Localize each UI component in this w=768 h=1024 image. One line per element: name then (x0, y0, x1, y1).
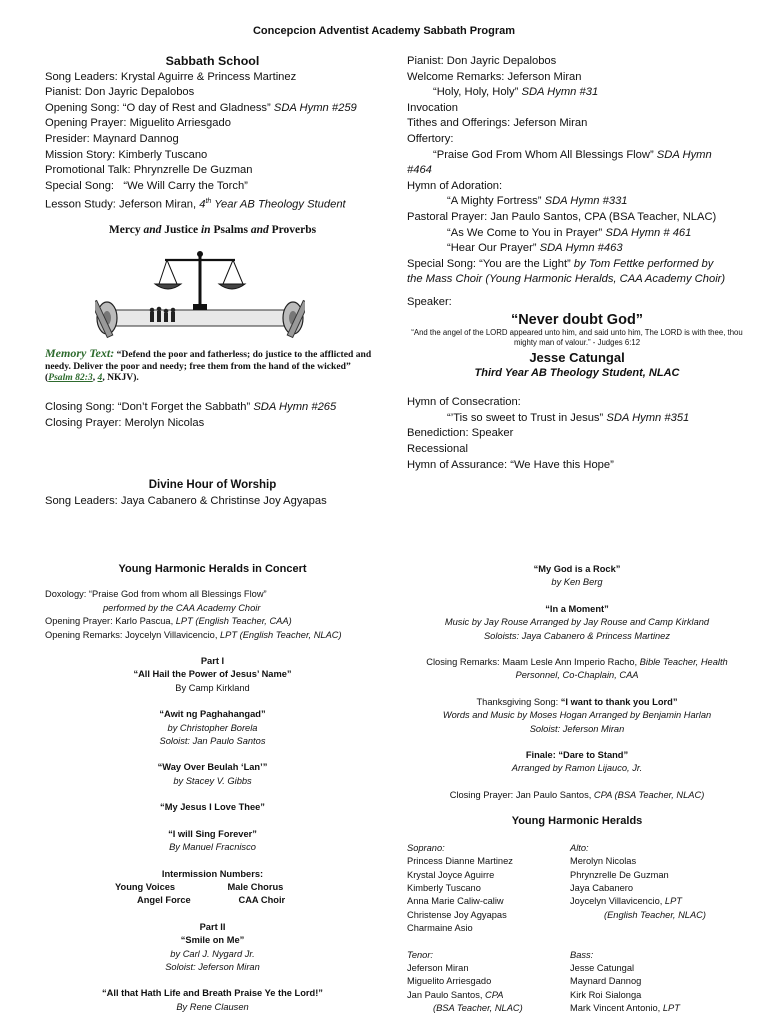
program-line: Hymn of Consecration: (407, 396, 521, 409)
member: Jaya Cabanero (570, 882, 634, 893)
song-title: “All that Hath Life and Breath Praise Ye the Lord!” (102, 988, 323, 999)
program-line: Mission Story: Kimberly Tuscano (45, 148, 208, 161)
song-credit: Music by Jay Rouse Arranged by Jay Rouse and Camp Kirkland (444, 617, 710, 628)
program-line: “Holy, Holy, Holy” SDA Hymn #31 (433, 86, 599, 99)
bass-list (570, 949, 733, 1016)
program-line: “Praise God From Whom All Blessings Flow” SDA Hymn (433, 148, 712, 161)
song-credit: By Manuel Fracnisco (169, 842, 256, 853)
divine-hour-heading: Divine Hour of Worship (148, 479, 277, 491)
concert-heading: Young Harmonic Heralds in Concert (118, 563, 307, 575)
program-line: Special Song: “We Will Carry the Torch” (45, 179, 248, 192)
program-line: Presider: Maynard Dannog (45, 132, 179, 145)
member: Kirk Roi Sialonga (570, 989, 642, 1000)
member: Joycelyn Villavicencio, LPT (570, 896, 682, 907)
program-line: Special Song: “You are the Light” by Tom Fettke performed by (407, 257, 714, 270)
concert-line: Opening Remarks: Joycelyn Villavicencio, LPT (English Teacher, NLAC) (45, 629, 342, 640)
voice-label: Soprano: (407, 842, 445, 853)
song-credit: by Christopher Borela (167, 722, 258, 733)
song-title: “Way Over Beulah ‘Lan’” (157, 762, 268, 773)
program-line: “As We Come to You in Prayer” SDA Hymn # 461 (447, 226, 692, 239)
program-title: Concepcion Adventist Academy Sabbath Program (252, 25, 516, 37)
program-line: Recessional (407, 443, 468, 456)
program-line: Opening Song: “O day of Rest and Gladness” SDA Hymn #259 (45, 101, 357, 114)
thanksgiving-song: Thanksgiving Song: “I want to thank you Lord” (476, 696, 678, 707)
closing-song: Closing Song: “Don’t Forget the Sabbath” SDA Hymn #265 (45, 401, 337, 413)
speaker-description: Third Year AB Theology Student, NLAC (474, 366, 680, 379)
speaker-name: Jesse Catungal (529, 350, 625, 366)
sabbath-school-heading: Sabbath School (165, 54, 260, 68)
song-soloist: Soloist: Jeferson Miran (165, 961, 260, 972)
song-title: “I will Sing Forever” (168, 828, 257, 839)
program-line: “’Tis so sweet to Trust in Jesus” SDA Hymn #351 (447, 411, 690, 424)
finale: Finale: “Dare to Stand” (525, 750, 629, 761)
song-credit: By Rene Clausen (176, 1001, 249, 1012)
sabbath-school-section (45, 54, 380, 214)
intermission-row: Angel Force CAA Choir (137, 895, 286, 906)
song-credit: Arranged by Ramon Lijauco, Jr. (511, 763, 643, 774)
concert-line: Opening Prayer: Karlo Pascua, LPT (English Teacher, CAA) (45, 616, 292, 627)
memory-text: Memory Text: “Defend the poor and fatherless; do justice to the afflicted and needy. Deliver the poor and needy; free them from the hand of the wicked” (Psalm 82:3, 4, NKJV). (45, 346, 372, 383)
program-line: Pastoral Prayer: Jan Paulo Santos, CPA (BSA Teacher, NLAC) (407, 210, 717, 223)
intermission-row: Young Voices Male Chorus (115, 881, 284, 892)
program-line: Offertory: (407, 132, 454, 145)
member: Charmaine Asio (407, 923, 473, 934)
program-line: Pianist: Don Jayric Depalobos (407, 55, 557, 67)
program-line: Invocation (407, 101, 458, 114)
closing-prayer: Closing Prayer: Jan Paulo Santos, CPA (BSA Teacher, NLAC) (449, 789, 705, 800)
roster-heading: Young Harmonic Heralds (511, 815, 643, 828)
scales-scroll-illustration (95, 248, 305, 343)
sermon-title: “Never doubt God” (510, 311, 644, 328)
divine-hour-section (45, 478, 380, 509)
tenor-list (407, 949, 570, 1016)
concert-line: Doxology: “Praise God from whom all Blessings Flow” (45, 589, 267, 600)
program-line: “Hear Our Prayer” SDA Hymn #463 (447, 242, 623, 255)
song-credit: by Stacey V. Gibbs (173, 775, 252, 786)
song-credit: by Ken Berg (551, 577, 603, 588)
program-line: Hymn of Assurance: “We Have this Hope” (407, 458, 614, 471)
program-line: the Mass Choir (Young Harmonic Heralds, CAA Academy Choir) (407, 273, 726, 286)
song-soloist: Soloists: Jaya Cabanero & Princess Martinez (483, 630, 671, 641)
speaker-label: Speaker: (407, 295, 452, 308)
member: Jesse Catungal (570, 962, 635, 973)
member: Phrynzrelle De Guzman (570, 869, 669, 880)
closing-prayer: Closing Prayer: Merolyn Nicolas (45, 416, 205, 429)
song-credit: By Camp Kirkland (175, 682, 250, 693)
song-title: “All Hail the Power of Jesus’ Name” (133, 669, 292, 680)
member: Miguelito Arriesgado (407, 976, 492, 987)
concert-section (45, 563, 380, 1014)
member: Mark Vincent Antonio, LPT (570, 1003, 680, 1014)
song-title: “Awit ng Paghahangad” (159, 709, 266, 720)
member: Krystal Joyce Aguirre (407, 869, 495, 880)
memory-label: Memory Text: (45, 346, 115, 360)
song-soloist: Soloist: Jan Paulo Santos (159, 736, 266, 747)
member-note: (BSA Teacher, NLAC) (433, 1003, 523, 1014)
scripture-link[interactable]: 4 (97, 372, 103, 383)
part-heading: Part I (200, 656, 225, 667)
concert-line: performed by the CAA Academy Choir (103, 602, 261, 613)
song-credit: by Carl J. Nygard Jr. (170, 948, 255, 959)
theme-heading: Mercy and Justice in Psalms and Proverbs (108, 224, 317, 236)
choir-roster-lower (407, 949, 747, 1016)
program-line: Pianist: Don Jayric Depalobos (45, 86, 195, 99)
part-heading: Part II (199, 921, 226, 932)
member: Maynard Dannog (570, 976, 642, 987)
soprano-list (407, 842, 570, 936)
song-title: “My God is a Rock” (533, 564, 621, 574)
program-line: Promotional Talk: Phrynzrelle De Guzman (45, 164, 253, 177)
program-line: Hymn of Adoration: (407, 179, 503, 192)
choir-roster (407, 842, 747, 936)
program-line: Benediction: Speaker (407, 427, 514, 440)
closing-remarks-cont: Personnel, Co-Chaplain, CAA (515, 670, 639, 681)
member-note: (English Teacher, NLAC) (604, 909, 706, 920)
worship-program (407, 54, 747, 473)
program-line: Song Leaders: Krystal Aguirre & Princess Martinez (45, 70, 297, 83)
song-title: “In a Moment” (545, 603, 609, 614)
concert-continued (407, 563, 747, 1016)
member: Kimberly Tuscano (407, 882, 481, 893)
closing-remarks: Closing Remarks: Maam Lesle Ann Imperio Racho, Bible Teacher, Health (426, 657, 728, 668)
member: Anna Marie Caliw-caliw (407, 896, 504, 907)
voice-label: Alto: (570, 842, 589, 853)
program-line: Lesson Study: Jeferson Miran, 4th Year AB Theology Student (45, 198, 346, 212)
song-soloist: Soloist: Jeferson Miran (529, 723, 625, 734)
scripture-link[interactable]: Psalm 82:3 (48, 372, 93, 383)
alto-list (570, 842, 733, 936)
member: Merolyn Nicolas (570, 856, 637, 867)
program-line: Welcome Remarks: Jeferson Miran (407, 70, 582, 83)
member: Jan Paulo Santos, CPA (407, 989, 504, 1000)
program-line: Tithes and Offerings: Jeferson Miran (407, 117, 588, 130)
song-title: “Smile on Me” (180, 935, 245, 946)
program-line: #464 (407, 164, 432, 177)
voice-label: Bass: (570, 949, 594, 960)
program-line: “A Mighty Fortress” SDA Hymn #331 (447, 195, 628, 208)
song-credit: Words and Music by Moses Hogan Arranged by Benjamin Harlan (442, 710, 712, 721)
voice-label: Tenor: (407, 949, 434, 960)
member: Jeferson Miran (407, 962, 469, 973)
member: Princess Dianne Martinez (407, 856, 513, 867)
intermission-heading: Intermission Numbers: (161, 868, 264, 879)
song-title: “My Jesus I Love Thee” (160, 802, 265, 813)
program-line: Opening Prayer: Miguelito Arriesgado (45, 117, 231, 130)
sermon-verse: “And the angel of the LORD appeared unto him, and said unto him, The LORD is with thee, thou mighty man of valour.” - Judges 6:12 (411, 328, 743, 347)
song-leaders: Song Leaders: Jaya Cabanero & Christinse Joy Agyapas (45, 494, 327, 507)
member: Christense Joy Agyapas (407, 909, 507, 920)
closing-section (45, 400, 380, 431)
